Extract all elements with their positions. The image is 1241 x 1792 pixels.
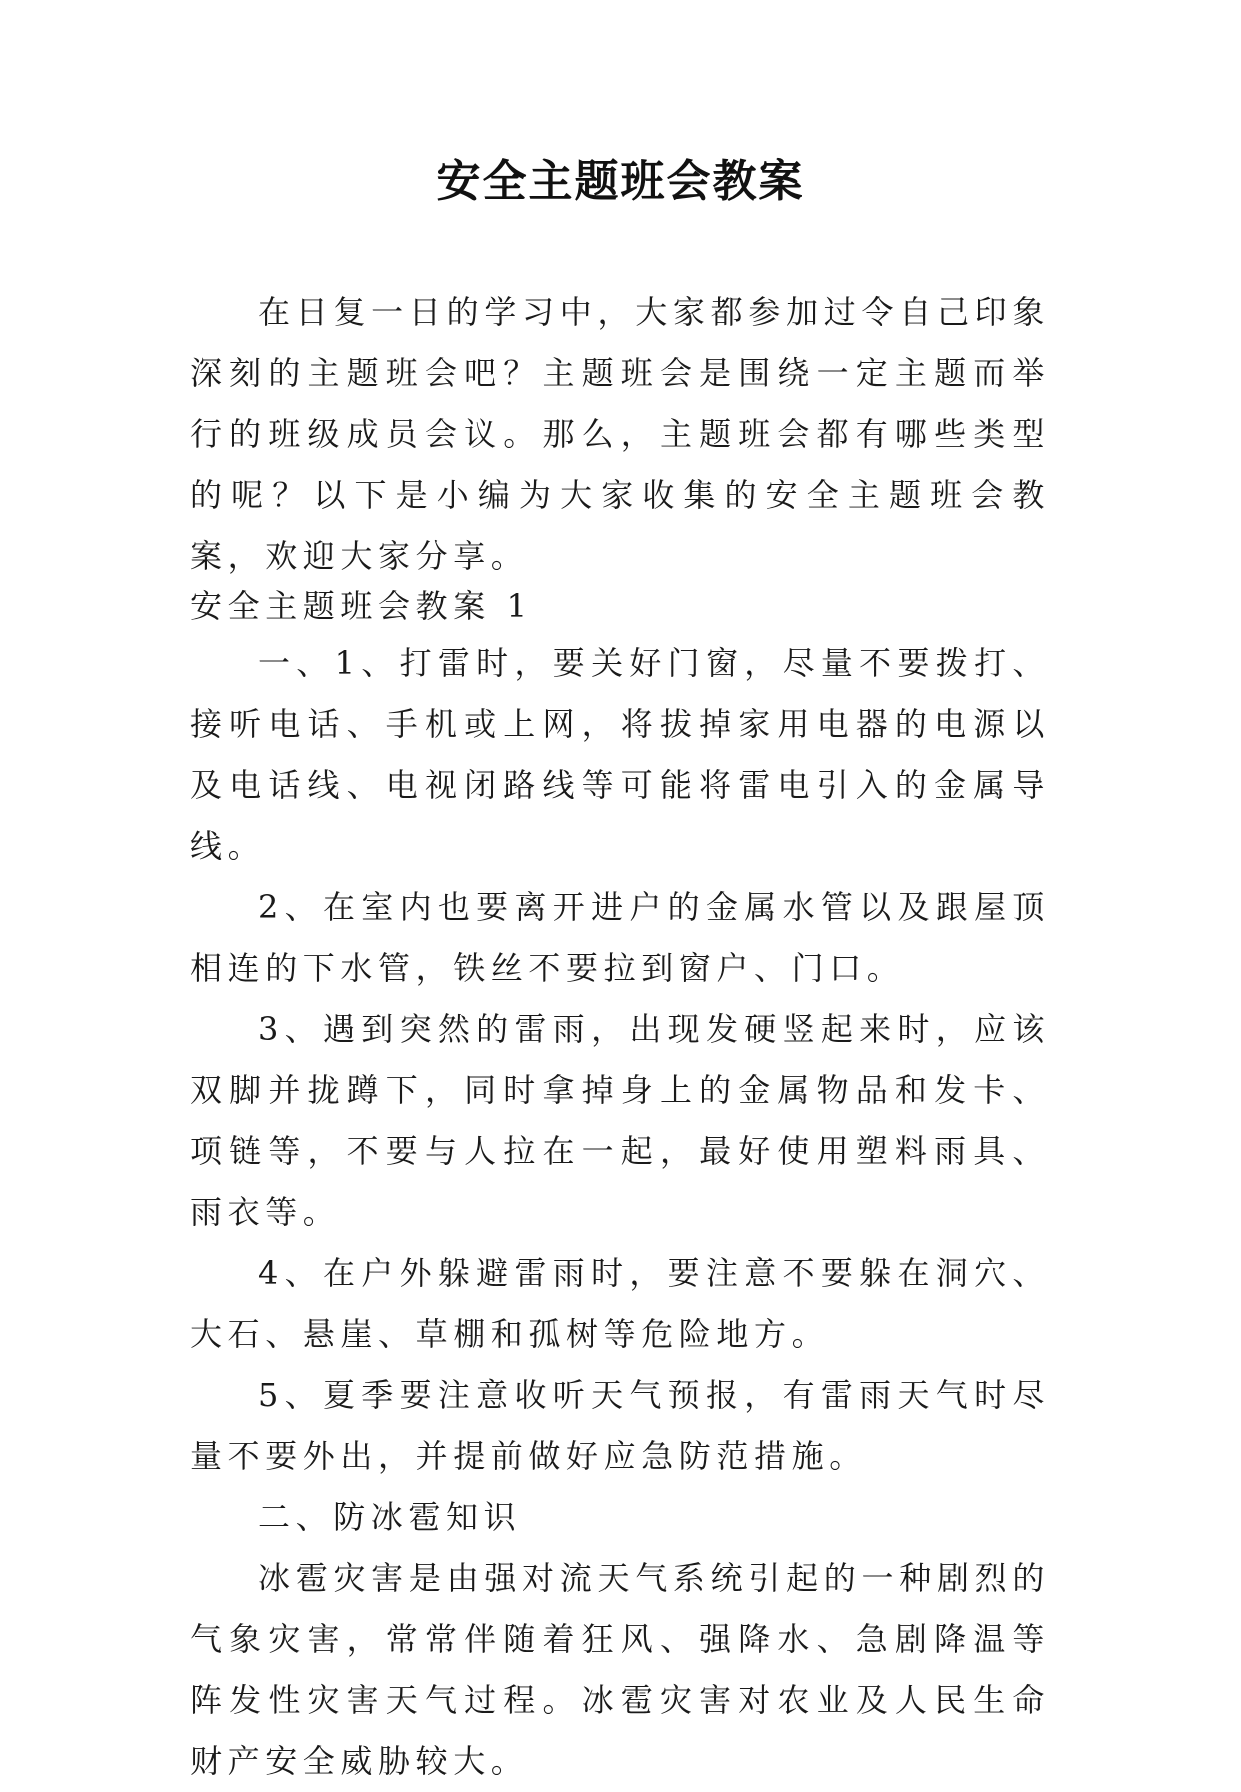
body-paragraph: 2、在室内也要离开进户的金属水管以及跟屋顶相连的下水管，铁丝不要拉到窗户、门口。 xyxy=(190,888,1050,987)
document-title: 安全主题班会教案 xyxy=(436,156,805,207)
section-heading: 安全主题班会教案 1 xyxy=(190,587,533,625)
body-paragraph: 4、在户外躲避雷雨时，要注意不要躲在洞穴、大石、悬崖、草棚和孤树等危险地方。 xyxy=(190,1254,1050,1353)
body-paragraph: 一、1、打雷时，要关好门窗，尽量不要拨打、接听电话、手机或上网，将拔掉家用电器的电源以及电话线、电视闭路线等可能将雷电引入的金属导线。 xyxy=(190,644,1050,865)
body-paragraph: 5、夏季要注意收听天气预报，有雷雨天气时尽量不要外出，并提前做好应急防范措施。 xyxy=(190,1376,1050,1475)
section-heading-block xyxy=(190,576,1050,637)
subsection-heading: 二、防冰雹知识 xyxy=(258,1498,522,1536)
intro-paragraph: 在日复一日的学习中，大家都参加过令自己印象深刻的主题班会吧？主题班会是围绕一定主题而举行的班级成员会议。那么，主题班会都有哪些类型的呢？以下是小编为大家收集的安全主题班会教案，欢迎大家分享。 xyxy=(190,293,1050,575)
section-content xyxy=(190,633,1050,1792)
body-paragraph: 3、遇到突然的雷雨，出现发硬竖起来时，应该双脚并拢蹲下，同时拿掉身上的金属物品和发卡、项链等，不要与人拉在一起，最好使用塑料雨具、雨衣等。 xyxy=(190,1010,1050,1231)
body-paragraph: 冰雹灾害是由强对流天气系统引起的一种剧烈的气象灾害，常常伴随着狂风、强降水、急剧降温等阵发性灾害天气过程。冰雹灾害对农业及人民生命财产安全威胁较大。 xyxy=(190,1559,1050,1780)
intro-section xyxy=(190,282,1050,587)
